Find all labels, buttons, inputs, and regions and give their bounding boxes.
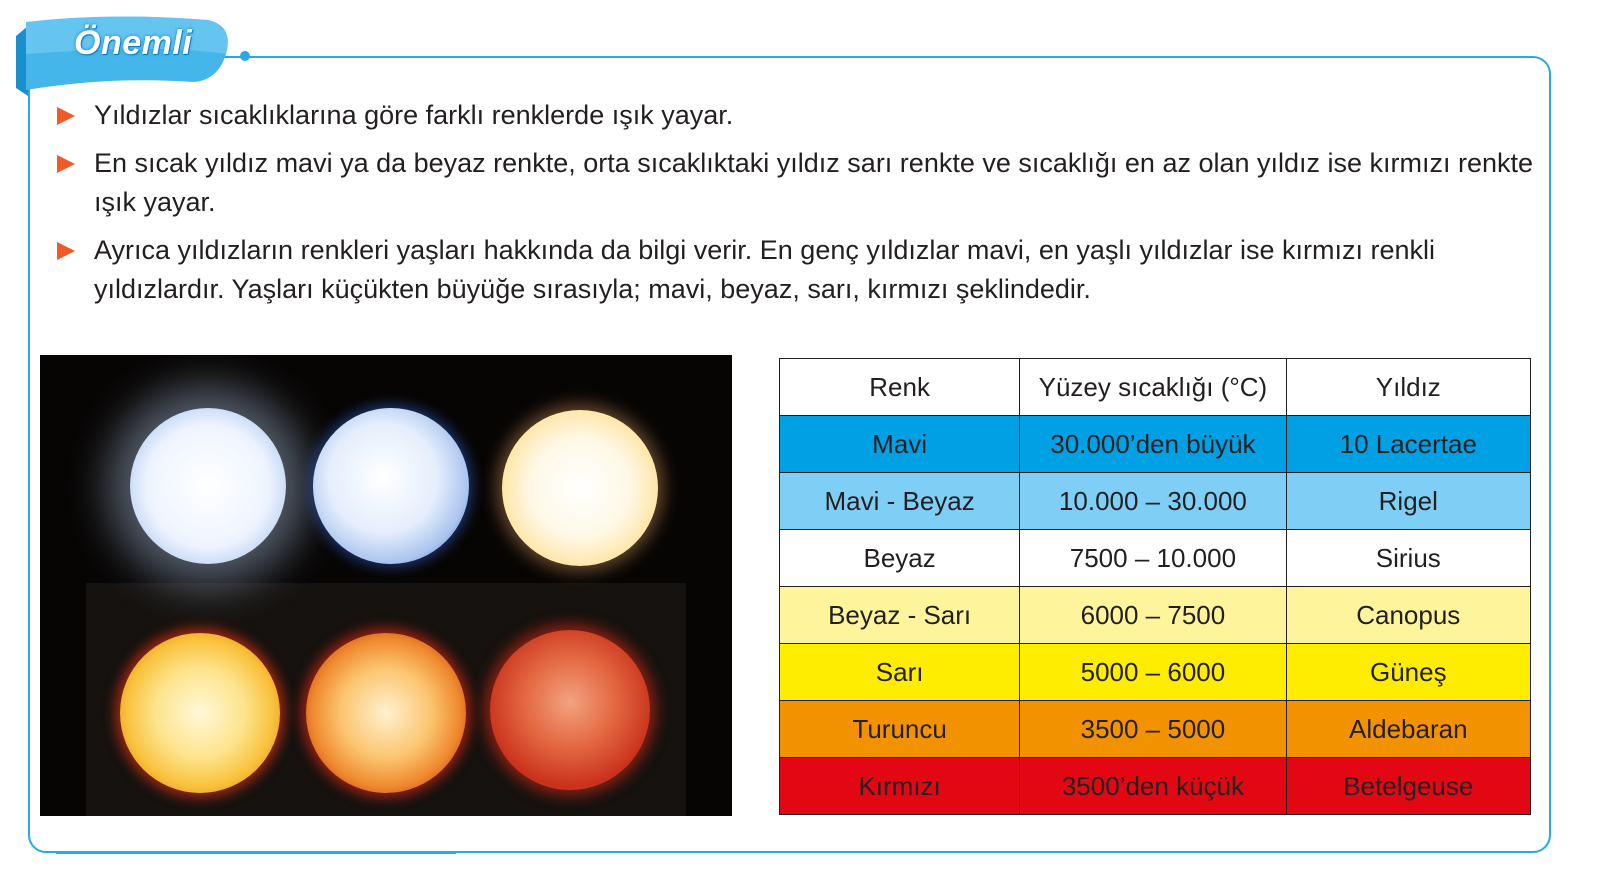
table-cell: 3500’den küçük xyxy=(1020,758,1286,815)
table-header-cell: Yıldız xyxy=(1286,359,1530,416)
table-cell: 10.000 – 30.000 xyxy=(1020,473,1286,530)
bullet-item xyxy=(54,96,1534,135)
star-red xyxy=(490,630,650,790)
bullet-item xyxy=(54,144,1534,222)
table-cell: Aldebaran xyxy=(1286,701,1530,758)
table-cell: Beyaz xyxy=(780,530,1020,587)
bullet-arrow-icon xyxy=(57,155,75,173)
table-cell: 10 Lacertae xyxy=(1286,416,1530,473)
star-blue xyxy=(313,408,469,564)
star-white-blue xyxy=(130,408,286,564)
star-yellow xyxy=(120,633,280,793)
table-body xyxy=(780,416,1531,815)
table-cell: 5000 – 6000 xyxy=(1020,644,1286,701)
table-cell: Sarı xyxy=(780,644,1020,701)
star-color-table xyxy=(779,358,1531,815)
table-cell: 3500 – 5000 xyxy=(1020,701,1286,758)
table-cell: Turuncu xyxy=(780,701,1020,758)
star-colors-image xyxy=(40,355,732,816)
table-row xyxy=(780,530,1531,587)
table-row xyxy=(780,758,1531,815)
bullet-list xyxy=(54,96,1534,318)
bullet-arrow-icon xyxy=(57,242,75,260)
bullet-text: Yıldızlar sıcaklıklarına göre farklı renklerde ışık yayar. xyxy=(94,100,734,130)
table-cell: Beyaz - Sarı xyxy=(780,587,1020,644)
table-row xyxy=(780,473,1531,530)
table-row xyxy=(780,701,1531,758)
star-yellow-white xyxy=(502,410,658,566)
table-header-cell: Yüzey sıcaklığı (°C) xyxy=(1020,359,1286,416)
table-cell: 6000 – 7500 xyxy=(1020,587,1286,644)
table-cell: Mavi xyxy=(780,416,1020,473)
star-orange xyxy=(306,633,466,793)
table-header-cell: Renk xyxy=(780,359,1020,416)
table-row xyxy=(780,644,1531,701)
bullet-text: En sıcak yıldız mavi ya da beyaz renkte, orta sıcaklıktaki yıldız sarı renkte ve sıcaklığı en az olan yıldız ise kırmızı renkte ışık yayar. xyxy=(94,148,1534,217)
table-header-row xyxy=(780,359,1531,416)
table-cell: 7500 – 10.000 xyxy=(1020,530,1286,587)
bullet-arrow-icon xyxy=(57,107,75,125)
table-row xyxy=(780,416,1531,473)
bottom-rule xyxy=(56,851,456,854)
bullet-text: Ayrıca yıldızların renkleri yaşları hakkında da bilgi verir. En genç yıldızlar mavi, en yaşlı yıldızlar ise kırmızı renkli yıldızlardır. Yaşları küçükten büyüğe sırasıyla; mavi, beyaz, sarı, kırmızı şeklindedir. xyxy=(94,235,1435,304)
table-cell: Mavi - Beyaz xyxy=(780,473,1020,530)
table-cell: Canopus xyxy=(1286,587,1530,644)
bullet-item xyxy=(54,231,1534,309)
table-cell: Kırmızı xyxy=(780,758,1020,815)
table-cell: Sirius xyxy=(1286,530,1530,587)
table-row xyxy=(780,587,1531,644)
table-cell: Güneş xyxy=(1286,644,1530,701)
onemli-label: Önemli xyxy=(74,24,193,62)
table-cell: Rigel xyxy=(1286,473,1530,530)
table-cell: 30.000’den büyük xyxy=(1020,416,1286,473)
table-cell: Betelgeuse xyxy=(1286,758,1530,815)
